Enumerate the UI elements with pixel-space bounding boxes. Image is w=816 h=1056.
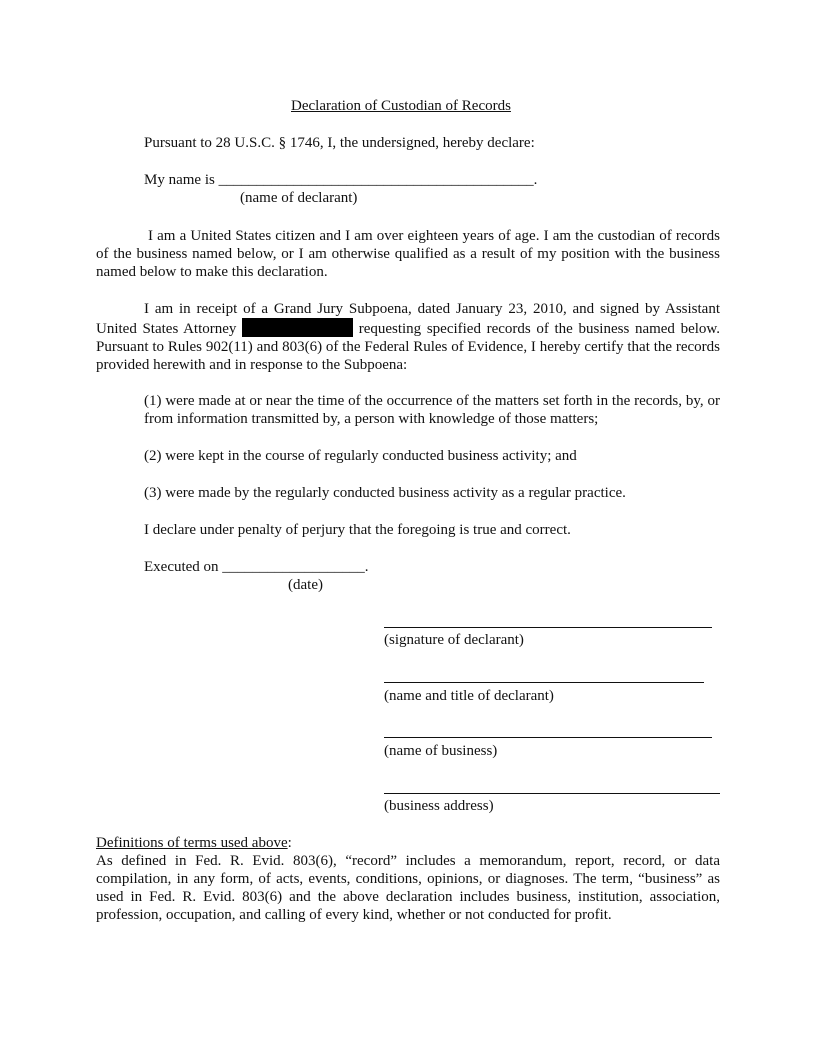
subpoena-text-before: I am in receipt of a Grand Jury Subpoena, dated January 23, 2010, and signed by Assistant United States Attorney: [96, 301, 720, 337]
certification-item-2: (2) were kept in the course of regularly conducted business activity; and: [144, 448, 577, 464]
definitions-paragraph: As defined in Fed. R. Evid. 803(6), “record” includes a memorandum, report, record, or data compilation, in any form, of acts, events, conditions, opinions, or diagnoses. The term, “business” as used in Fed. R. Evid. 803(6) and the above declaration includes business, institution, association, profession, occupation, and calling of every kind, whether or not conducted for profit.: [96, 853, 720, 923]
business-address-line: [384, 793, 720, 794]
certification-item-1: (1) were made at or near the time of the occurrence of the matters set forth in the records, by, or from information transmitted by, a person with knowledge of those matters;: [144, 393, 720, 427]
signature-caption: (signature of declarant): [384, 632, 524, 648]
signature-line: [384, 627, 712, 628]
intro-statement: Pursuant to 28 U.S.C. § 1746, I, the undersigned, hereby declare:: [144, 135, 535, 151]
document-title: Declaration of Custodian of Records: [291, 98, 511, 114]
executed-on-line: Executed on ___________________.: [144, 559, 369, 575]
redacted-name: [242, 318, 353, 337]
name-title-caption: (name and title of declarant): [384, 688, 554, 704]
date-caption: (date): [288, 577, 323, 593]
subpoena-paragraph: [96, 300, 720, 374]
business-name-line: [384, 737, 712, 738]
business-address-caption: (business address): [384, 798, 494, 814]
definitions-heading-colon: :: [287, 835, 292, 851]
declarant-name-line: My name is __________________________________________.: [144, 172, 538, 188]
perjury-statement: I declare under penalty of perjury that the foregoing is true and correct.: [144, 522, 571, 538]
subpoena-text-after: requesting specified records of the business named below. Pursuant to Rules 902(11) and 803(6) of the Federal Rules of Evidence, I hereby certify that the records provided herewith and in response to the Subpoena:: [96, 321, 720, 373]
declarant-name-caption: (name of declarant): [240, 190, 358, 206]
business-name-caption: (name of business): [384, 743, 498, 759]
definitions-heading-text: Definitions of terms used above: [96, 835, 288, 851]
definitions-heading: [96, 834, 292, 852]
name-title-line: [384, 682, 704, 683]
citizenship-paragraph: I am a United States citizen and I am over eighteen years of age. I am the custodian of records of the business named below, or I am otherwise qualified as a result of my position with the business named below to make this declaration.: [96, 228, 720, 280]
certification-item-3: (3) were made by the regularly conducted business activity as a regular practice.: [144, 485, 626, 501]
